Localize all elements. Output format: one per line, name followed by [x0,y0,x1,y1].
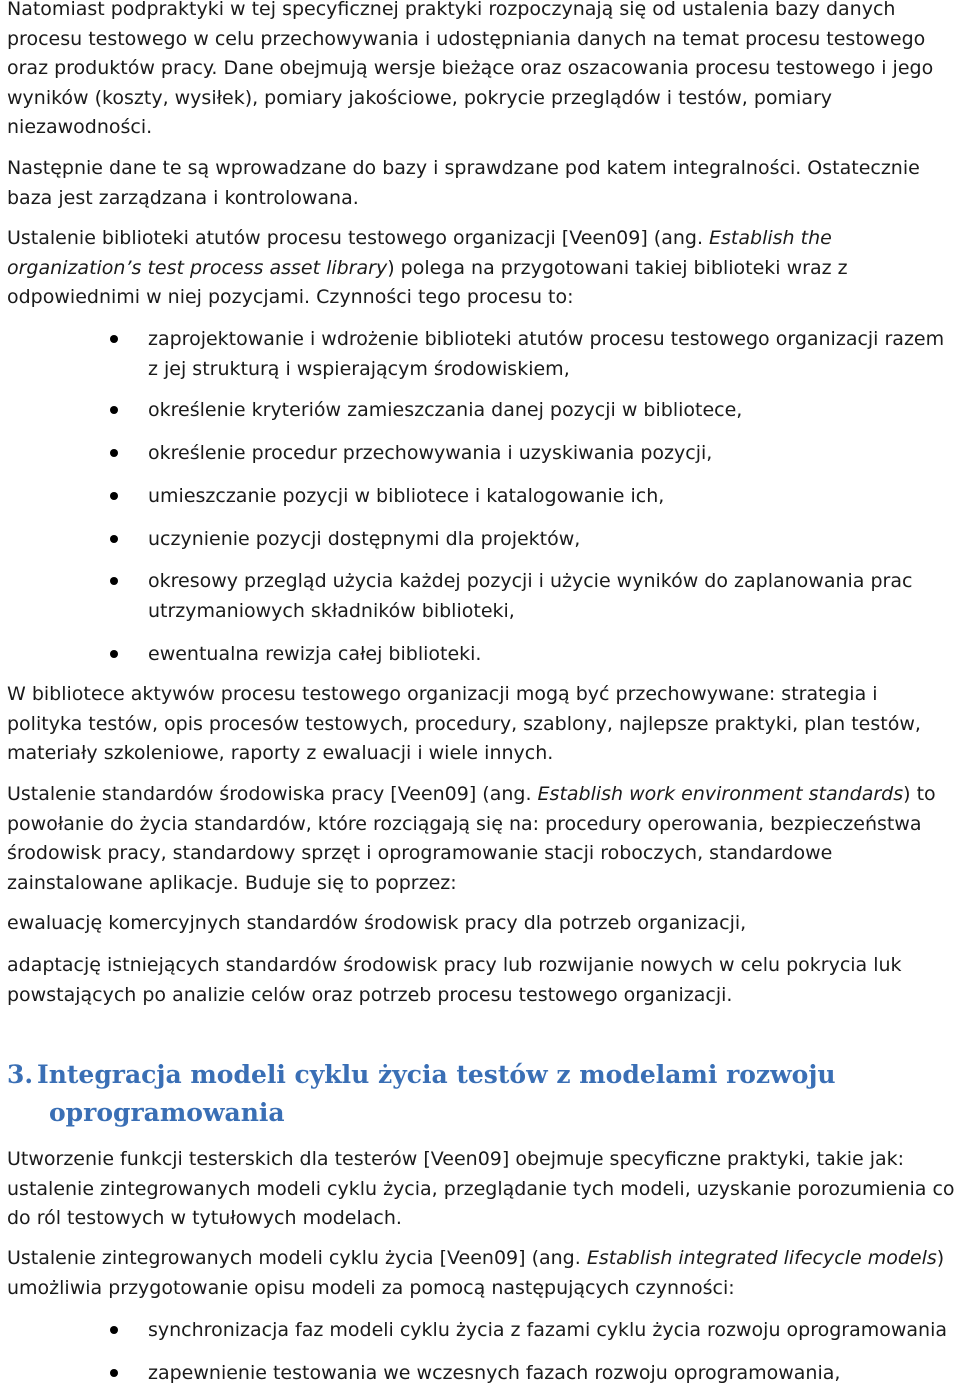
paragraph-text: Ustalenie zintegrowanych modeli cyklu życia [Veen09] (ang. [7,1247,587,1269]
paragraph-integrated-lifecycle [7,1244,957,1303]
paragraph-text: ) polega na przygotowani takiej biblioteki wraz z odpowiednimi w niej pozycjami. Czynności tego procesu to: [7,256,848,308]
paragraph-italic-term: Establish work environment standards [537,783,904,805]
list-item-text: uczynienie pozycji dostępnymi dla projektów, [148,528,581,550]
bullet-icon [110,577,118,585]
paragraph-text: Ustalenie biblioteki atutów procesu testowego organizacji [Veen09] (ang. [7,227,710,249]
list-item-text: zapewnienie testowania we wczesnych fazach rozwoju oprogramowania, [148,1362,841,1384]
paragraph-text: ) umożliwia przygotowanie opisu modeli za pomocą następujących czynności: [7,1247,945,1299]
list-item-text: określenie kryteriów zamieszczania danej pozycji w bibliotece, [148,399,743,421]
paragraph-italic-term: Establish integrated lifecycle models [586,1247,937,1269]
paragraph-text: W bibliotece aktywów procesu testowego organizacji mogą być przechowywane: strategia i polityka testów, opis procesów testowych, procedury, szablony, najlepsze praktyki, plan testów, materiały szkoleniowe, raporty z ewaluacji i wiele innych. [7,683,921,764]
paragraph-tester-functions [7,1145,957,1234]
bullet-icon [110,650,118,658]
bullet-icon [110,492,118,500]
bullet-icon [110,335,118,343]
paragraph-text: adaptację istniejących standardów środowisk pracy lub rozwijanie nowych w celu pokrycia luk powstających po analizie celów oraz potrzeb procesu testowego organizacji. [7,954,902,1006]
paragraph-library-contents [7,680,957,769]
paragraph-data-integrity [7,154,957,213]
bullet-icon [110,1369,118,1377]
paragraph-text: ) to powołanie do życia standardów, które rozciągają się na: procedury operowania, bezpieczeństwa środowisk pracy, standardowy sprzęt i oprogramowanie stacji roboczych, standardowe zainstalowane aplikacje. Buduje się to poprzez: [7,783,936,894]
list-item-text: umieszczanie pozycji w bibliotece i katalogowanie ich, [148,485,665,507]
section-title-line-2: oprogramowania [49,1098,285,1127]
paragraph-text: ewaluację komercyjnych standardów środowisk pracy dla potrzeb organizacji, [7,912,747,934]
bullet-icon [110,449,118,457]
list-item-text: okresowy przegląd użycia każdej pozycji i użycie wyników do zaplanowania prac utrzymaniowych składników biblioteki, [148,570,913,622]
paragraph-evaluation [7,909,957,939]
list-item-text: ewentualna rewizja całej biblioteki. [148,643,482,665]
section-number: 3. [7,1060,34,1089]
list-item-text: określenie procedur przechowywania i uzyskiwania pozycji, [148,442,713,464]
section-title-line-1: Integracja modeli cyklu życia testów z modelami rozwoju [37,1060,836,1089]
paragraph-text: Następnie dane te są wprowadzane do bazy i sprawdzane pod katem integralności. Ostatecznie baza jest zarządzana i kontrolowana. [7,157,920,209]
paragraph-text: Natomiast podpraktyki w tej specyficznej praktyki rozpoczynają się od ustalenia bazy danych procesu testowego w celu przechowywania i udostępniania danych na temat procesu testowego oraz produktów pracy. Dane obejmują wersje bieżące oraz oszacowania procesu testowego i jego wyników (koszty, wysiłek), pomiary jakościowe, pokrycie przeglądów i testów, pomiary niezawodności. [7,0,934,138]
bullet-icon [110,1326,118,1334]
paragraph-asset-library [7,224,957,313]
paragraph-database-practice [7,0,957,143]
paragraph-text: Utworzenie funkcji testerskich dla testerów [Veen09] obejmuje specyficzne praktyki, takie jak: ustalenie zintegrowanych modeli cyklu życia, przeglądanie tych modeli, uzyskanie porozumienia co do ról testowych w tytułowych modelach. [7,1148,955,1229]
paragraph-adaptation [7,951,957,1010]
paragraph-italic-term: Establish the organization’s test process asset library [7,227,832,279]
paragraph-work-environment [7,780,957,898]
list-item-text: zaprojektowanie i wdrożenie biblioteki atutów procesu testowego organizacji razem z jej strukturą i wspierającym środowiskiem, [148,328,945,380]
paragraph-text: Ustalenie standardów środowiska pracy [Veen09] (ang. [7,783,538,805]
bullet-icon [110,406,118,414]
section-heading [7,1056,957,1132]
bullet-icon [110,535,118,543]
list-item-text: synchronizacja faz modeli cyklu życia z fazami cyklu życia rozwoju oprogramowania [148,1319,948,1341]
